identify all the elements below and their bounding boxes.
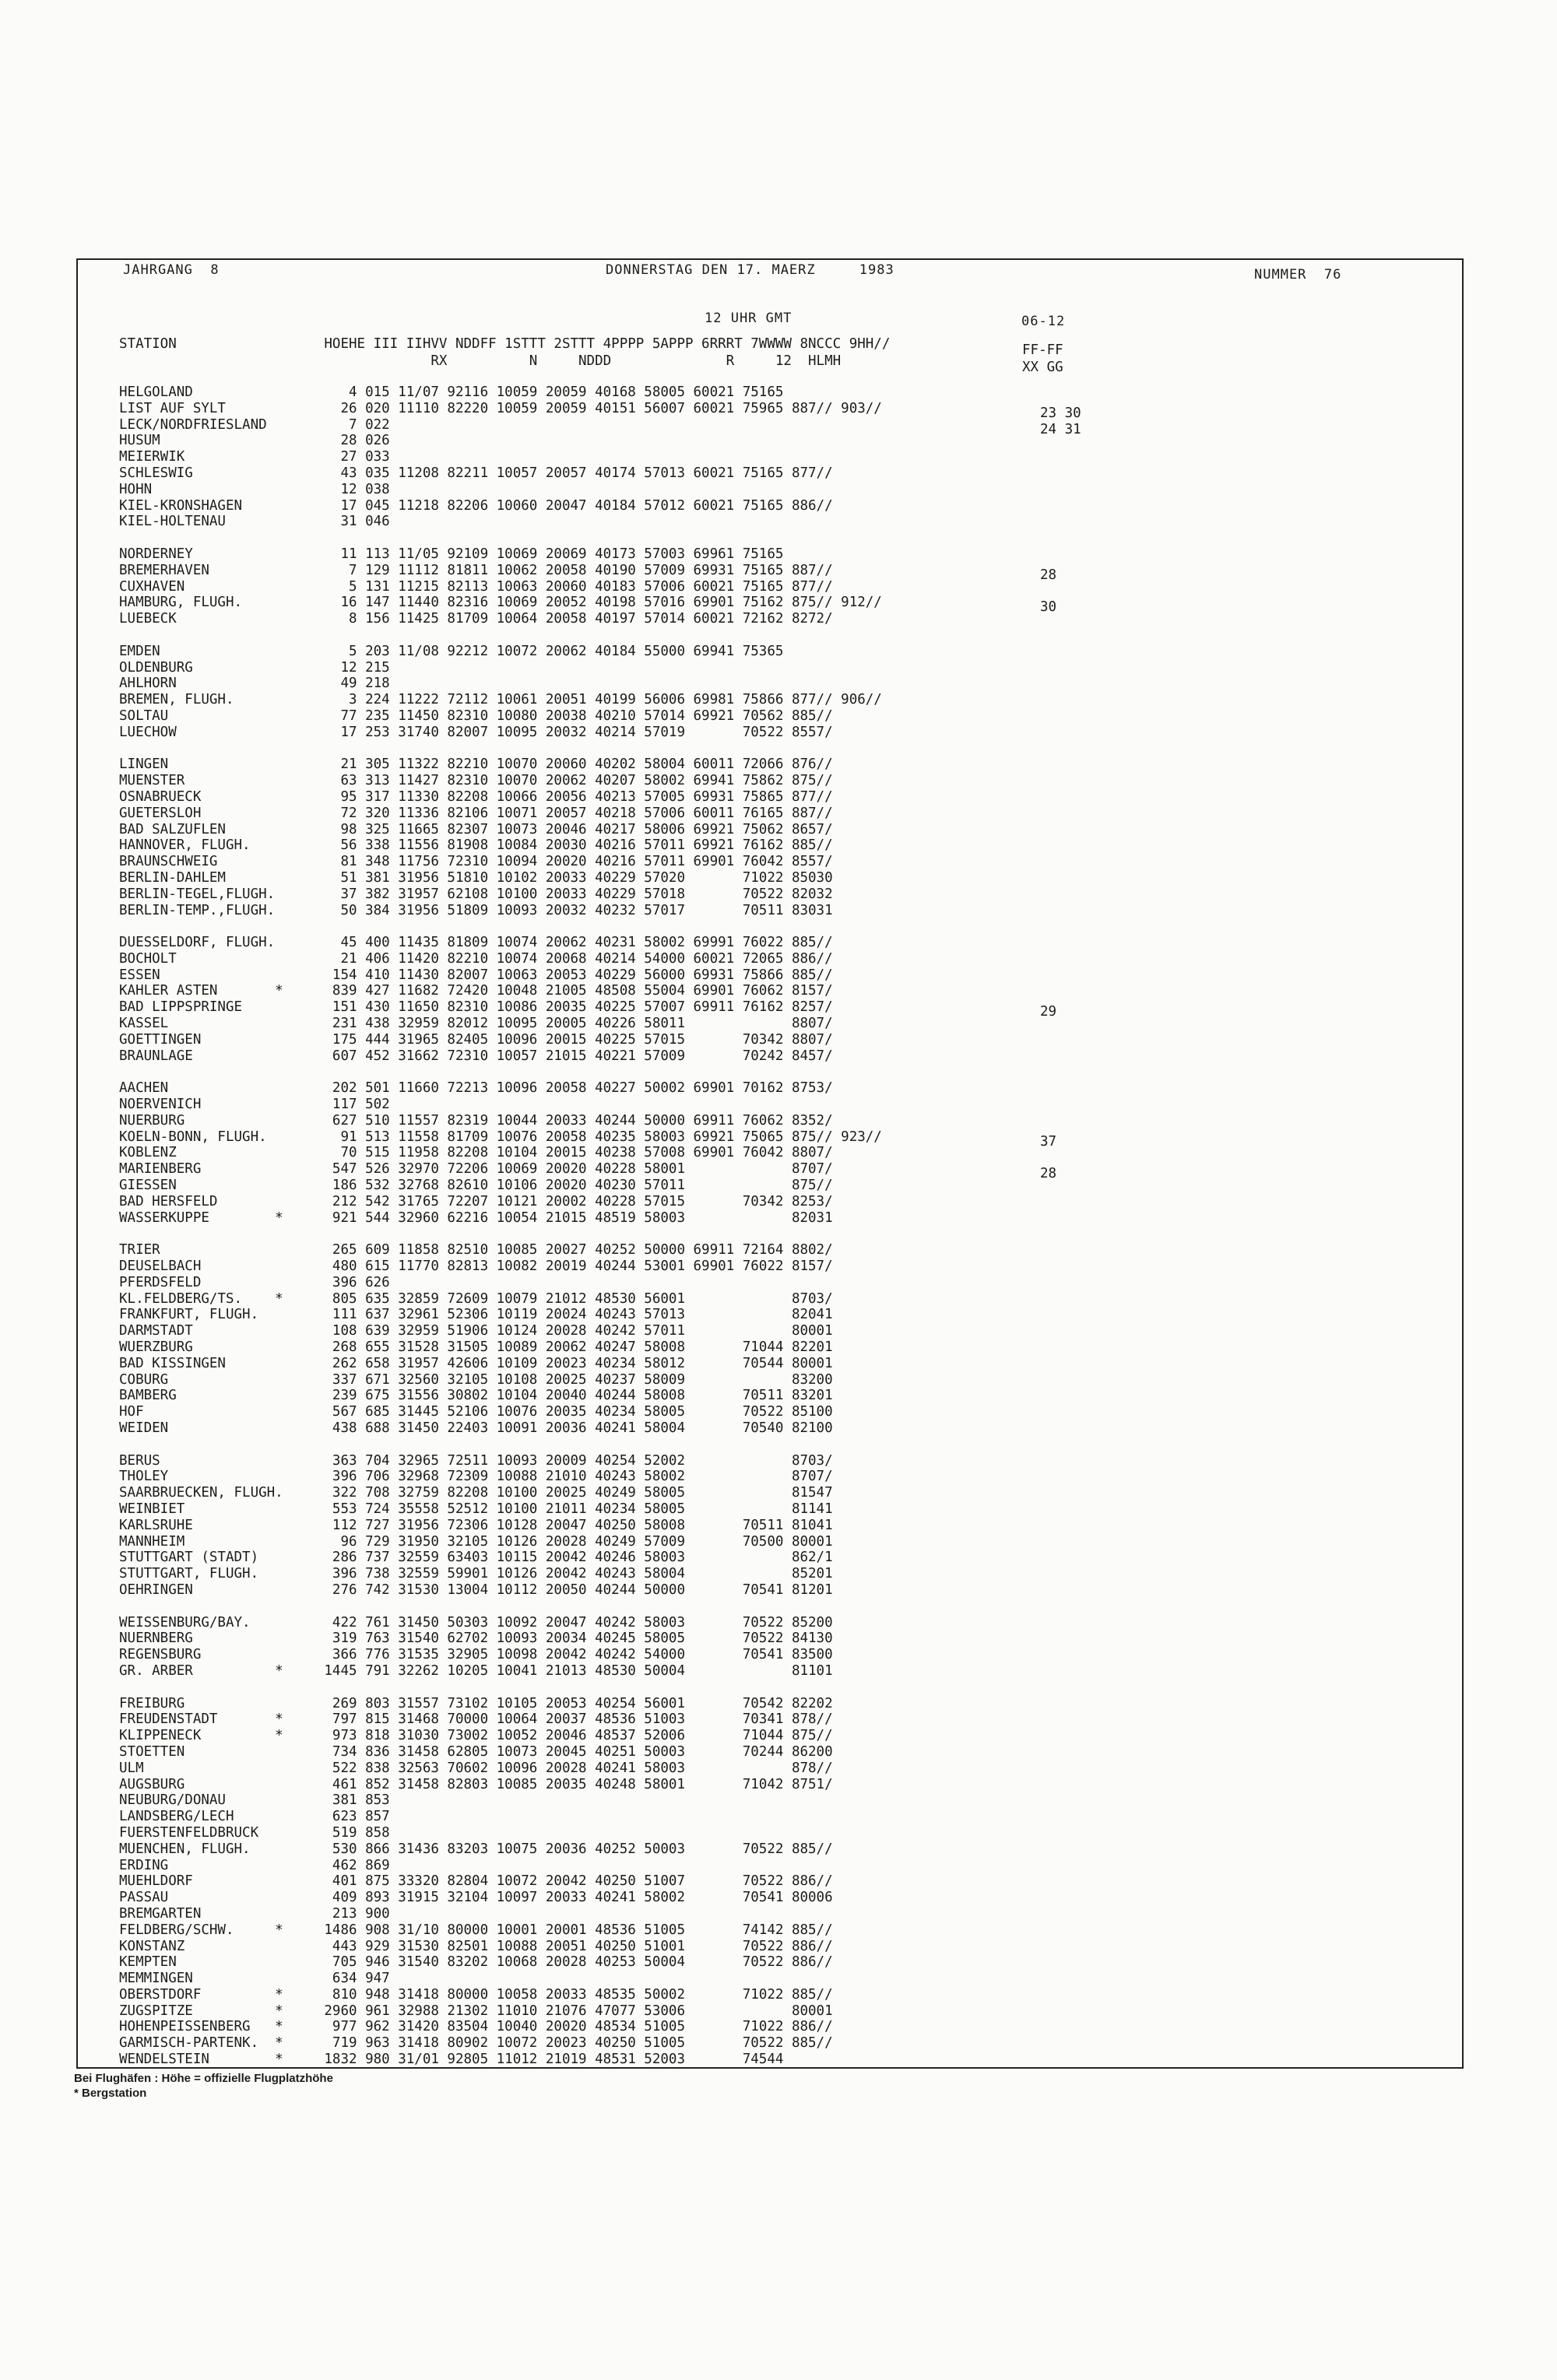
gust-value xyxy=(1040,535,1081,551)
station-row: KAHLER ASTEN * 839 427 11682 72420 10048 21005 48508 55004 69901 76062 8157/ xyxy=(119,983,833,999)
gust-value xyxy=(1040,1328,1081,1344)
gust-value xyxy=(1040,1539,1081,1555)
gust-value xyxy=(1040,1522,1081,1539)
station-row: REGENSBURG 366 776 31535 32905 10098 20042 40242 54000 70541 83500 xyxy=(119,1647,833,1663)
gust-value xyxy=(1040,1603,1081,1620)
gust-value xyxy=(1040,2234,1081,2251)
station-row: LUEBECK 8 156 11425 81709 10064 20058 40197 57014 60021 72162 8272/ xyxy=(119,611,833,627)
gust-value xyxy=(1040,1199,1081,1215)
gust-value xyxy=(1040,1878,1081,1894)
footer-note-airports: Bei Flughäfen : Höhe = offizielle Flugplatzhöhe xyxy=(74,2072,333,2085)
station-row: MUENSTER 63 313 11427 82310 10070 20062 40207 58002 69941 75862 875// xyxy=(119,773,833,789)
gust-value: 37 xyxy=(1040,1133,1057,1150)
gust-value xyxy=(1040,1701,1081,1717)
gust-value xyxy=(1040,2332,1081,2348)
gust-value xyxy=(1040,2089,1081,2105)
gust-value xyxy=(1040,939,1081,956)
gust-value xyxy=(1040,827,1081,843)
gust-value xyxy=(1040,1473,1081,1490)
station-row: NOERVENICH 117 502 xyxy=(119,1097,390,1113)
gust-value xyxy=(1040,2251,1081,2267)
gust-value xyxy=(1040,2170,1081,2186)
gust-value xyxy=(1040,1571,1081,1587)
gust-value xyxy=(1040,1781,1081,1798)
gust-value xyxy=(1040,2299,1081,2315)
station-row: SOLTAU 77 235 11450 82310 10080 20038 40210 57014 69921 70562 885// xyxy=(119,707,833,724)
station-row: GARMISCH-PARTENK. * 719 963 31418 80902 10072 20023 40250 51005 70522 885// xyxy=(119,2035,833,2052)
station-table xyxy=(119,384,882,2068)
gust-value xyxy=(1040,1635,1081,1652)
gust-value xyxy=(1040,858,1081,875)
station-row: KARLSRUHE 112 727 31956 72306 10128 20047 40250 58008 70511 81041 xyxy=(119,1517,833,1533)
station-row: AHLHORN 49 218 xyxy=(119,676,390,692)
station-row xyxy=(119,1226,882,1242)
station-row: DUESSELDORF, FLUGH. 45 400 11435 81809 10074 20062 40231 58002 69991 76022 885// xyxy=(119,935,833,951)
station-row xyxy=(119,1064,882,1080)
gust-value xyxy=(1040,2024,1081,2040)
gust-value xyxy=(1040,972,1081,988)
station-row xyxy=(119,530,882,546)
station-row: GUETERSLOH 72 320 11336 82106 10071 20057 40218 57006 60011 76165 887// xyxy=(119,805,833,821)
gust-value xyxy=(1040,842,1081,858)
gust-value xyxy=(1040,1392,1081,1409)
station-row: KOBLENZ 70 515 11958 82208 10104 20015 40238 57008 69901 76042 8807/ xyxy=(119,1145,833,1161)
gust-value xyxy=(1040,907,1081,924)
station-row: MEIERWIK 27 033 xyxy=(119,449,390,465)
gust-value: 28 xyxy=(1040,1166,1057,1182)
gust-value xyxy=(1040,486,1081,503)
gust-value: 28 xyxy=(1040,567,1057,583)
gust-value xyxy=(1040,1765,1081,1781)
gust-value xyxy=(1040,1344,1081,1360)
station-row: WENDELSTEIN * 1832 980 31/01 92805 11012 21019 48531 52003 74544 xyxy=(119,2052,784,2068)
station-row xyxy=(119,1437,882,1453)
station-row: KASSEL 231 438 32959 82012 10095 20005 40226 58011 8807/ xyxy=(119,1016,833,1032)
gust-value xyxy=(1040,1830,1081,1846)
observation-time: 12 UHR GMT xyxy=(705,311,793,326)
station-row: WEISSENBURG/BAY. 422 761 31450 50303 10092 20047 40242 58003 70522 85200 xyxy=(119,1614,833,1631)
gust-value xyxy=(1040,1587,1081,1603)
gust-value xyxy=(1040,1943,1081,1960)
station-row: CUXHAVEN 5 131 11215 82113 10063 20060 40183 57006 60021 75165 877// xyxy=(119,578,833,595)
station-row: GR. ARBER * 1445 791 32262 10205 10041 21013 48530 50004 81101 xyxy=(119,1662,833,1679)
gust-value xyxy=(1040,2154,1081,2170)
station-row: MANNHEIM 96 729 31950 32105 10126 20028 40249 57009 70500 80001 xyxy=(119,1533,833,1550)
gust-value xyxy=(1040,729,1081,746)
station-row: HOF 567 685 31445 52106 10076 20035 40234 58005 70522 85100 xyxy=(119,1404,833,1420)
footer-note-mountain: * Bergstation xyxy=(74,2087,147,2100)
gust-value xyxy=(1040,1069,1081,1085)
station-row: AACHEN 202 501 11660 72213 10096 20058 40227 50002 69901 70162 8753/ xyxy=(119,1080,833,1097)
station-row: HELGOLAND 4 015 11/07 92116 10059 20059 40168 58005 60021 75165 xyxy=(119,384,784,400)
station-row: OBERSTDORF * 810 948 31418 80000 10058 20033 48535 50002 71022 885// xyxy=(119,1986,833,2003)
station-row: HANNOVER, FLUGH. 56 338 11556 81908 10084 20030 40216 57011 69921 76162 885// xyxy=(119,837,833,854)
gust-value xyxy=(1040,1620,1081,1636)
gust-value xyxy=(1040,1409,1081,1425)
station-row: BRAUNLAGE 607 452 31662 72310 10057 21015 40221 57009 70242 8457/ xyxy=(119,1048,833,1064)
station-row: WEIDEN 438 688 31450 22403 10091 20036 40241 58004 70540 82100 xyxy=(119,1420,833,1436)
station-row: STUTTGART, FLUGH. 396 738 32559 59901 10126 20042 40243 58004 85201 xyxy=(119,1566,833,1582)
gust-value xyxy=(1040,1992,1081,2008)
station-row: LANDSBERG/LECH 623 857 xyxy=(119,1809,390,1825)
gust-value xyxy=(1040,2073,1081,2089)
station-row: TRIER 265 609 11858 82510 10085 20027 40252 50000 69911 72164 8802/ xyxy=(119,1242,833,1258)
column-header-line1: STATION HOEHE III IIHVV NDDFF 1STTT 2STTT 4PPPP 5APPP 6RRRT 7WWWW 8NCCC 9HH// xyxy=(119,336,891,352)
gust-value xyxy=(1040,1458,1081,1474)
gust-value xyxy=(1040,1490,1081,1506)
gust-value xyxy=(1040,616,1081,632)
station-row: KLIPPENECK * 973 818 31030 73002 10052 20046 48537 52006 71044 875// xyxy=(119,1728,833,1744)
station-row: OSNABRUECK 95 317 11330 82208 10066 20056 40213 57005 69931 75865 877// xyxy=(119,788,833,805)
station-row: BREMERHAVEN 7 129 11112 81811 10062 20058 40190 57009 69931 75165 887// xyxy=(119,562,833,578)
gust-value xyxy=(1040,1911,1081,1927)
station-row: STOETTEN 734 836 31458 62805 10073 20045 40251 50003 70244 86200 xyxy=(119,1743,833,1760)
station-row: MARIENBERG 547 526 32970 72206 10069 20020 40228 58001 8707/ xyxy=(119,1161,833,1178)
column-header-line2: RX N NDDD R 12 HLMH xyxy=(119,353,842,369)
gust-value xyxy=(1040,2283,1081,2299)
station-row: ZUGSPITZE * 2960 961 32988 21302 11010 21076 47077 53006 80001 xyxy=(119,2003,833,2019)
gust-value xyxy=(1040,956,1081,972)
station-row: NUERNBERG 319 763 31540 62702 10093 20034 40245 58005 70522 84130 xyxy=(119,1631,833,1647)
gust-value xyxy=(1040,875,1081,891)
gust-value xyxy=(1040,1797,1081,1813)
station-row: FUERSTENFELDBRUCK 519 858 xyxy=(119,1824,390,1841)
station-row: BERLIN-DAHLEM 51 381 31956 51810 10102 20033 40229 57020 71022 85030 xyxy=(119,869,833,886)
issue-number: NUMMER 76 xyxy=(1254,267,1342,283)
gust-value xyxy=(1040,454,1081,470)
gust-value xyxy=(1040,1862,1081,1879)
station-row: EMDEN 5 203 11/08 92212 10072 20062 40184 55000 69941 75365 xyxy=(119,643,784,659)
gust-value xyxy=(1040,1377,1081,1393)
station-row: MEMMINGEN 634 947 xyxy=(119,1971,390,1987)
gust-value xyxy=(1040,778,1081,794)
station-row: BRAUNSCHWEIG 81 348 11756 72310 10094 20020 40216 57011 69901 76042 8557/ xyxy=(119,854,833,870)
station-row: LECK/NORDFRIESLAND 7 022 xyxy=(119,416,390,433)
station-row: DEUSELBACH 480 615 11770 82813 10082 20019 40244 53001 69901 76022 8157/ xyxy=(119,1258,833,1275)
station-row: MUEHLDORF 401 875 33320 82804 10072 20042 40250 51007 70522 886// xyxy=(119,1873,833,1890)
side-header-line1: FF-FF xyxy=(1022,342,1063,358)
gust-value xyxy=(1040,2121,1081,2137)
gust-value xyxy=(1040,1150,1081,1166)
station-row: AUGSBURG 461 852 31458 82803 10085 20035 40248 58001 71042 8751/ xyxy=(119,1776,833,1792)
station-row: KIEL-HOLTENAU 31 046 xyxy=(119,514,390,530)
station-row: STUTTGART (STADT) 286 737 32559 63403 10115 20042 40246 58003 862/1 xyxy=(119,1550,833,1566)
gust-value xyxy=(1040,437,1081,454)
gust-value xyxy=(1040,2137,1081,2154)
gust-value: 24 31 xyxy=(1040,421,1081,437)
gust-value xyxy=(1040,665,1081,681)
gust-value xyxy=(1040,389,1081,405)
gust-value xyxy=(1040,470,1081,486)
station-row: WASSERKUPPE * 921 544 32960 62216 10054 21015 48519 58003 82031 xyxy=(119,1209,833,1226)
gust-value xyxy=(1040,1441,1081,1458)
station-row: FRANKFURT, FLUGH. 111 637 32961 52306 10119 20024 40243 57013 82041 xyxy=(119,1307,833,1323)
gust-value xyxy=(1040,680,1081,697)
station-row: FELDBERG/SCHW. * 1486 908 31/10 80000 10001 20001 48536 51005 74142 885// xyxy=(119,1922,833,1938)
gust-value xyxy=(1040,1846,1081,1862)
gust-value xyxy=(1040,2364,1081,2380)
wind-gust-column xyxy=(1040,389,1081,2380)
station-row xyxy=(119,627,882,644)
station-row: OLDENBURG 12 215 xyxy=(119,659,390,676)
gust-value xyxy=(1040,2266,1081,2283)
gust-value xyxy=(1040,1652,1081,1668)
station-row: BAD SALZUFLEN 98 325 11665 82307 10073 20046 40217 58006 69921 75062 8657/ xyxy=(119,821,833,837)
station-row: HOHN 12 038 xyxy=(119,481,390,497)
gust-value xyxy=(1040,1716,1081,1732)
station-row: BAD HERSFELD 212 542 31765 72207 10121 20002 40228 57015 70342 8253/ xyxy=(119,1193,833,1209)
gust-value xyxy=(1040,518,1081,535)
gust-value xyxy=(1040,1230,1081,1247)
station-row: HUSUM 28 026 xyxy=(119,433,390,449)
gust-value xyxy=(1040,551,1081,567)
gust-value xyxy=(1040,761,1081,778)
station-row: BAD LIPPSPRINGE 151 430 11650 82310 10086 20035 40225 57007 69911 76162 8257/ xyxy=(119,999,833,1016)
station-row: WEINBIET 553 724 35558 52512 10100 21011 40234 58005 81141 xyxy=(119,1501,833,1517)
station-row: BOCHOLT 21 406 11420 82210 10074 20068 40214 54000 60021 72065 886// xyxy=(119,950,833,967)
gust-value xyxy=(1040,1732,1081,1749)
station-row: MUENCHEN, FLUGH. 530 866 31436 83203 10075 20036 40252 50003 70522 885// xyxy=(119,1841,833,1857)
station-row: BERLIN-TEGEL,FLUGH. 37 382 31957 62108 10100 20033 40229 57018 70522 82032 xyxy=(119,886,833,902)
date-label: DONNERSTAG DEN 17. MAERZ 1983 xyxy=(606,262,894,278)
gust-value xyxy=(1040,1311,1081,1328)
station-row xyxy=(119,1680,882,1696)
gust-value xyxy=(1040,1182,1081,1199)
gust-value xyxy=(1040,584,1081,600)
period-label: 06-12 xyxy=(1021,314,1066,329)
gust-value xyxy=(1040,1296,1081,1312)
gust-value xyxy=(1040,2104,1081,2121)
gust-value xyxy=(1040,632,1081,648)
station-row: ERDING 462 869 xyxy=(119,1857,390,1873)
gust-value xyxy=(1040,1813,1081,1830)
station-row: KOELN-BONN, FLUGH. 91 513 11558 81709 10076 20058 40235 58003 69921 75065 875// 923// xyxy=(119,1129,882,1145)
station-row: PFERDSFELD 396 626 xyxy=(119,1274,390,1290)
volume-label: JAHRGANG 8 xyxy=(123,262,220,278)
station-row: KL.FELDBERG/TS. * 805 635 32859 72609 10079 21012 48530 56001 8703/ xyxy=(119,1290,833,1307)
station-row: KONSTANZ 443 929 31530 82501 10088 20051 40250 51001 70522 886// xyxy=(119,1938,833,1954)
gust-value xyxy=(1040,923,1081,939)
station-row xyxy=(119,918,882,935)
station-row: BERUS 363 704 32965 72511 10093 20009 40254 52002 8703/ xyxy=(119,1452,833,1469)
gust-value xyxy=(1040,1668,1081,1684)
gust-value xyxy=(1040,648,1081,665)
gust-value xyxy=(1040,1425,1081,1441)
gust-value xyxy=(1040,794,1081,810)
station-row: KEMPTEN 705 946 31540 83202 10068 20028 40253 50004 70522 886// xyxy=(119,1954,833,1971)
gust-value: 30 xyxy=(1040,599,1057,616)
station-row: NORDERNEY 11 113 11/05 92109 10069 20069 40173 57003 69961 75165 xyxy=(119,546,784,562)
gust-value xyxy=(1040,746,1081,762)
station-row: SCHLESWIG 43 035 11208 82211 10057 20057 40174 57013 60021 75165 877// xyxy=(119,465,833,481)
gust-value xyxy=(1040,1263,1081,1280)
station-row: OEHRINGEN 276 742 31530 13004 10112 20050 40244 50000 70541 81201 xyxy=(119,1581,833,1598)
station-row: COBURG 337 671 32560 32105 10108 20025 40237 58009 83200 xyxy=(119,1371,833,1388)
gust-value xyxy=(1040,1684,1081,1701)
gust-value xyxy=(1040,988,1081,1004)
gust-value xyxy=(1040,2218,1081,2234)
gust-value xyxy=(1040,1215,1081,1231)
gust-value: 29 xyxy=(1040,1004,1057,1020)
gust-value xyxy=(1040,1749,1081,1765)
gust-value xyxy=(1040,1506,1081,1522)
gust-value xyxy=(1040,2008,1081,2024)
station-row: HAMBURG, FLUGH. 16 147 11440 82316 10069 20052 40198 57016 69901 75162 875// 912// xyxy=(119,595,882,611)
station-row: HOHENPEISSENBERG * 977 962 31420 83504 10040 20020 48534 51005 71022 886// xyxy=(119,2019,833,2035)
gust-value: 23 30 xyxy=(1040,405,1081,421)
station-row: BAMBERG 239 675 31556 30802 10104 20040 40244 58008 70511 83201 xyxy=(119,1388,833,1404)
gust-value xyxy=(1040,810,1081,827)
gust-value xyxy=(1040,1554,1081,1571)
station-row: KIEL-KRONSHAGEN 17 045 11218 82206 10060 20047 40184 57012 60021 75165 886// xyxy=(119,497,833,514)
station-row: WUERZBURG 268 655 31528 31505 10089 20062 40247 58008 71044 82201 xyxy=(119,1339,833,1356)
gust-value xyxy=(1040,1085,1081,1101)
station-row: ESSEN 154 410 11430 82007 10063 20053 40229 56000 69931 75866 885// xyxy=(119,967,833,983)
gust-value xyxy=(1040,713,1081,729)
station-row: PASSAU 409 893 31915 32104 10097 20033 40241 58002 70541 80006 xyxy=(119,1890,833,1906)
gust-value xyxy=(1040,891,1081,907)
gust-value xyxy=(1040,1101,1081,1118)
station-row: BREMEN, FLUGH. 3 224 11222 72112 10061 20051 40199 56006 69981 75866 877// 906// xyxy=(119,692,882,708)
gust-value xyxy=(1040,2315,1081,2332)
gust-value xyxy=(1040,2056,1081,2073)
side-header-line2: XX GG xyxy=(1022,360,1063,375)
station-row: GOETTINGEN 175 444 31965 82405 10096 20015 40225 57015 70342 8807/ xyxy=(119,1031,833,1048)
station-row: NUERBURG 627 510 11557 82319 10044 20033 40244 50000 69911 76062 8352/ xyxy=(119,1112,833,1129)
gust-value xyxy=(1040,1053,1081,1069)
gust-value xyxy=(1040,1975,1081,1992)
station-row: FREIBURG 269 803 31557 73102 10105 20053 40254 56001 70542 82202 xyxy=(119,1695,833,1711)
station-row xyxy=(119,1599,882,1615)
gust-value xyxy=(1040,1280,1081,1296)
station-row: SAARBRUECKEN, FLUGH. 322 708 32759 82208 10100 20025 40249 58005 81547 xyxy=(119,1485,833,1501)
gust-value xyxy=(1040,2040,1081,2056)
station-row: BREMGARTEN 213 900 xyxy=(119,1905,390,1922)
gust-value xyxy=(1040,1037,1081,1053)
gust-value xyxy=(1040,2185,1081,2202)
station-row: ULM 522 838 32563 70602 10096 20028 40241 58003 878// xyxy=(119,1760,833,1776)
station-row: LIST AUF SYLT 26 020 11110 82220 10059 20059 40151 56007 60021 75965 887// 903// xyxy=(119,400,882,416)
station-row: GIESSEN 186 532 32768 82610 10106 20020 40230 57011 875// xyxy=(119,1178,833,1194)
gust-value xyxy=(1040,697,1081,713)
station-row: LUECHOW 17 253 31740 82007 10095 20032 40214 57019 70522 8557/ xyxy=(119,724,833,740)
gust-value xyxy=(1040,1894,1081,1911)
gust-value xyxy=(1040,503,1081,519)
station-row: DARMSTADT 108 639 32959 51906 10124 20028 40242 57011 80001 xyxy=(119,1323,833,1339)
gust-value xyxy=(1040,2347,1081,2364)
gust-value xyxy=(1040,1927,1081,1943)
station-row: BERLIN-TEMP.,FLUGH. 50 384 31956 51809 10093 20032 40232 57017 70511 83031 xyxy=(119,902,833,918)
gust-value xyxy=(1040,1360,1081,1377)
gust-value xyxy=(1040,1020,1081,1037)
gust-value xyxy=(1040,1118,1081,1134)
gust-value xyxy=(1040,2202,1081,2218)
gust-value xyxy=(1040,1959,1081,1975)
station-row: NEUBURG/DONAU 381 853 xyxy=(119,1792,390,1809)
station-row: FREUDENSTADT * 797 815 31468 70000 10064 20037 48536 51003 70341 878// xyxy=(119,1711,833,1728)
gust-value xyxy=(1040,1247,1081,1263)
station-row: LINGEN 21 305 11322 82210 10070 20060 40202 58004 60011 72066 876// xyxy=(119,756,833,773)
station-row: THOLEY 396 706 32968 72309 10088 21010 40243 58002 8707/ xyxy=(119,1469,833,1485)
station-row: BAD KISSINGEN 262 658 31957 42606 10109 20023 40234 58012 70544 80001 xyxy=(119,1355,833,1371)
station-row xyxy=(119,741,882,757)
